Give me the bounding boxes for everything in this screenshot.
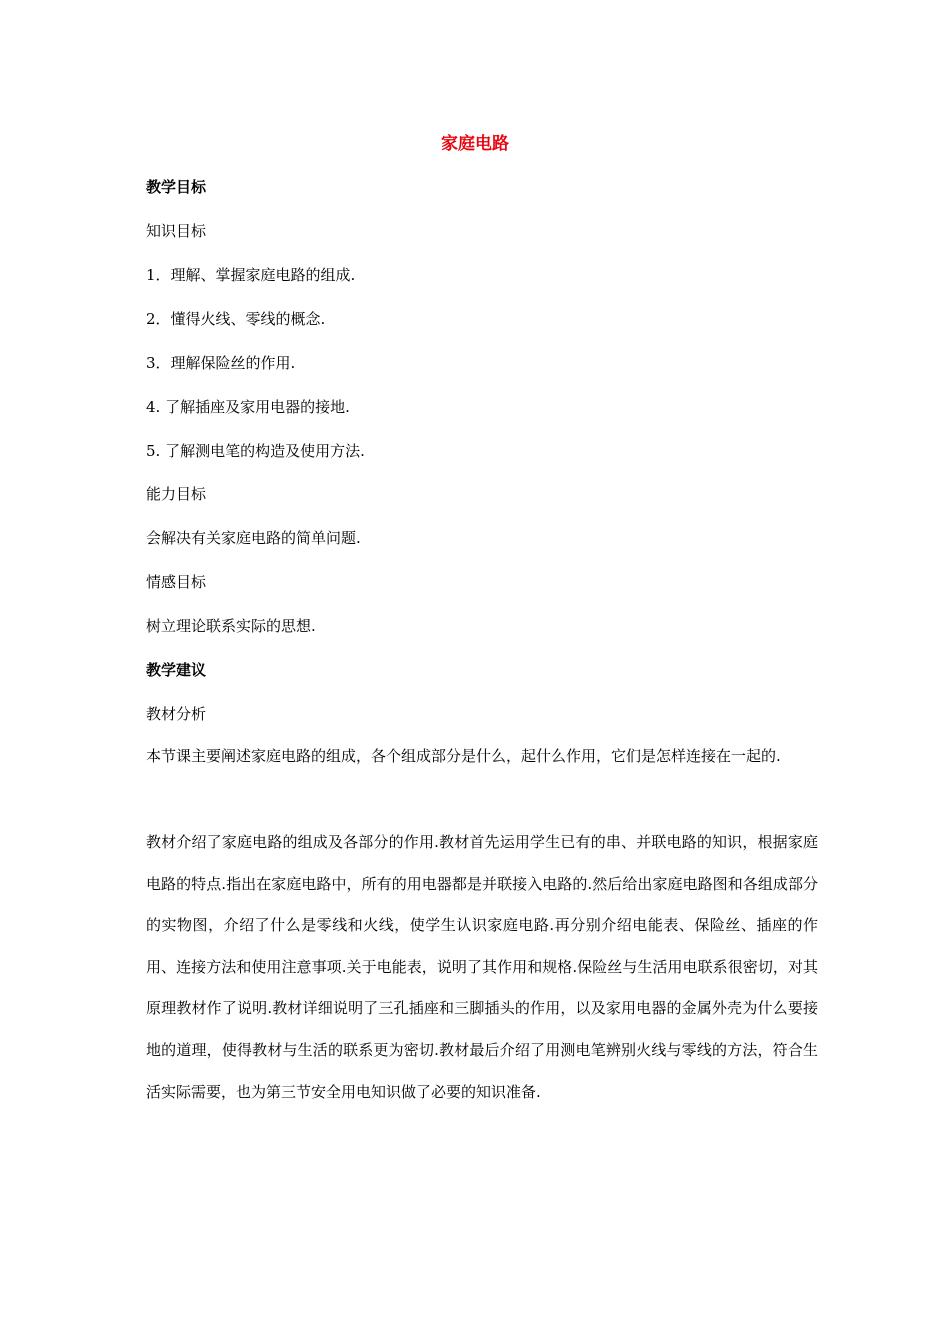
heading-teaching-goals: 教学目标 [146,178,207,196]
label-emotion-goals: 情感目标 [146,573,207,591]
ability-goal-text: 会解决有关家庭电路的简单问题. [146,529,361,547]
heading-teaching-suggestions: 教学建议 [146,661,207,679]
analysis-paragraph-2: 教材介绍了家庭电路的组成及各部分的作用.教材首先运用学生已有的串、并联电路的知识，根据家庭电路的特点.指出在家庭电路中，所有的用电器都是并联接入电路的.然后给出家庭电路图和各组成部分的实物图，介绍了什么是零线和火线，使学生认识家庭电路.再分别介绍电能表、保险丝、插座的作用、连接方法和使用注意事项.关于电能表，说明了其作用和规格.保险丝与生活用电联系很密切，对其原理教材作了说明.教材详细说明了三孔插座和三脚插头的作用，以及家用电器的金属外壳为什么要接地的道理，使得教材与生活的联系更为密切.教材最后介绍了用测电笔辨别火线与零线的方法，符合生活实际需要，也为第三节安全用电知识做了必要的知识准备. [146,833,818,1101]
analysis-paragraph-1: 本节课主要阐述家庭电路的组成，各个组成部分是什么，起什么作用，它们是怎样连接在一起的. [146,747,781,765]
label-knowledge-goals: 知识目标 [146,222,207,240]
document-title: 家庭电路 [441,134,509,154]
knowledge-goal-item: 5. 了解测电笔的构造及使用方法. [146,442,365,460]
knowledge-goal-item: 4. 了解插座及家用电器的接地. [146,398,350,416]
label-textbook-analysis: 教材分析 [146,705,207,723]
knowledge-goal-item: 2．懂得火线、零线的概念. [146,310,326,328]
knowledge-goal-item: 1．理解、掌握家庭电路的组成. [146,266,356,284]
emotion-goal-text: 树立理论联系实际的思想. [146,617,316,635]
knowledge-goal-item: 3．理解保险丝的作用. [146,354,296,372]
label-ability-goals: 能力目标 [146,485,207,503]
